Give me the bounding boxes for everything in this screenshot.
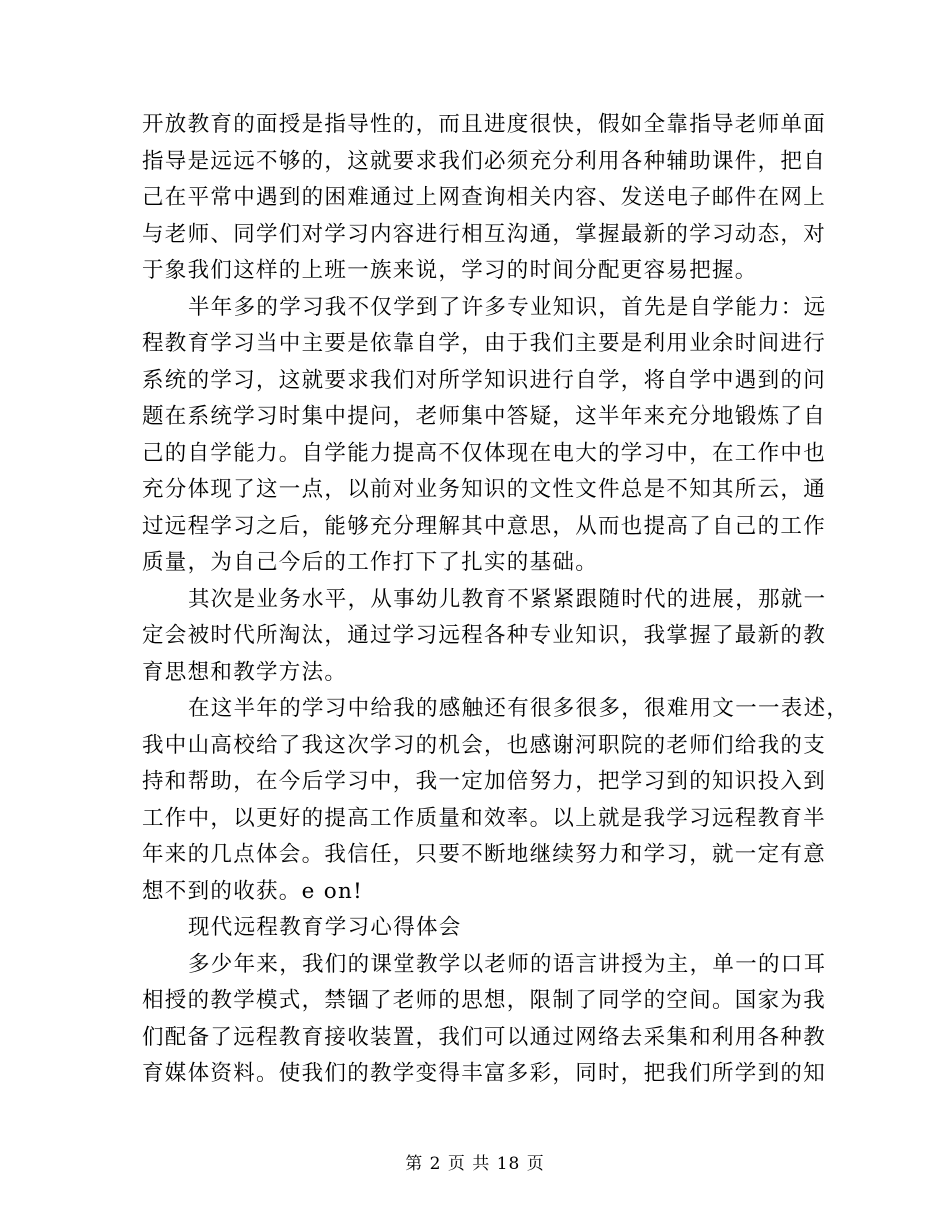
text-line: 程教育学习当中主要是依靠自学，由于我们主要是利用业余时间进行	[142, 331, 827, 356]
text-line: 充分体现了这一点，以前对业务知识的文性文件总是不知其所云，通	[142, 477, 827, 502]
text-line: 题在系统学习时集中提问，老师集中答疑，这半年来充分地锻炼了自	[142, 404, 827, 429]
text-line: 与老师、同学们对学习内容进行相互沟通，掌握最新的学习动态，对	[142, 221, 827, 247]
text-line: 定会被时代所淘汰，通过学习远程各种专业知识，我掌握了最新的教	[142, 623, 827, 648]
text-line: 己在平常中遇到的困难通过上网查询相关内容、发送电子邮件在网上	[142, 185, 827, 210]
section-heading: 现代远程教育学习心得体会	[188, 915, 462, 940]
text-line: 指导是远远不够的，这就要求我们必须充分利用各种辅助课件，把自	[142, 148, 827, 174]
text-line: 持和帮助，在今后学习中，我一定加倍努力，把学习到的知识投入到	[142, 769, 827, 794]
paragraph-start-line: 半年多的学习我不仅学到了许多专业知识，首先是自学能力：远	[188, 294, 827, 320]
text-line: 育媒体资料。使我们的教学变得丰富多彩，同时，把我们所学到的知	[142, 1061, 827, 1086]
text-line: 育思想和教学方法。	[142, 659, 348, 685]
text-line: 相授的教学模式，禁锢了老师的思想，限制了同学的空间。国家为我	[142, 988, 827, 1013]
page-number: 第 2 页 共 18 页	[405, 1154, 545, 1174]
text-line: 质量，为自己今后的工作打下了扎实的基础。	[142, 550, 599, 575]
paragraph-start-line: 多少年来，我们的课堂教学以老师的语言讲授为主，单一的口耳	[188, 951, 827, 977]
text-line: 们配备了远程教育接收装置，我们可以通过网络去采集和利用各种教	[142, 1024, 827, 1050]
page-footer	[0, 1152, 950, 1176]
text-line: 过远程学习之后，能够充分理解其中意思，从而也提高了自己的工作	[142, 513, 827, 539]
text-line: 开放教育的面授是指导性的，而且进度很快，假如全靠指导老师单面	[142, 112, 827, 137]
text-line: 于象我们这样的上班一族来说，学习的时间分配更容易把握。	[142, 258, 758, 283]
text-line: 己的自学能力。自学能力提高不仅体现在电大的学习中，在工作中也	[142, 440, 827, 466]
document-body	[142, 107, 850, 1093]
text-line: 系统的学习，这就要求我们对所学知识进行自学，将自学中遇到的问	[142, 367, 827, 393]
text-line: 想不到的收获。e on!	[142, 878, 364, 904]
text-line: 我中山高校给了我这次学习的机会，也感谢河职院的老师们给我的支	[142, 732, 827, 758]
paragraph-start-line: 其次是业务水平，从事幼儿教育不紧紧跟随时代的进展，那就一	[188, 586, 827, 612]
text-line: 年来的几点体会。我信任，只要不断地继续努力和学习，就一定有意	[142, 842, 827, 867]
text-line: 工作中，以更好的提高工作质量和效率。以上就是我学习远程教育半	[142, 805, 827, 831]
paragraph-start-line: 在这半年的学习中给我的感触还有很多很多，很难用文一一表述，	[188, 696, 850, 721]
